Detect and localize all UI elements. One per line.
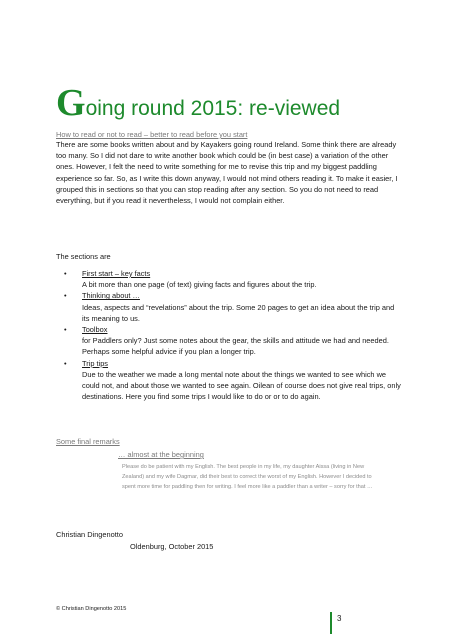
list-item bbox=[56, 290, 401, 324]
note-paragraph: Please do be patient with my English. The best people in my life, my daughter Aissa (living in New Zealand) and my wife Dagmar, did their best to correct the worst of my English. However I decided to spent more time for paddling then for writing. I feel more like a paddler than a writer – sorry for that … bbox=[122, 464, 373, 490]
list-item bbox=[56, 358, 401, 403]
place-date: Oldenburg, October 2015 bbox=[130, 542, 214, 551]
bullet-icon: • bbox=[64, 269, 67, 278]
copyright-footer: © Christian Dingenotto 2015 bbox=[56, 606, 127, 612]
final-remarks-heading: Some final remarks bbox=[56, 437, 120, 446]
intro-paragraph: There are some books written about and by Kayakers going round Ireland. Some think there are already too many. So I did not dare to write another book which could be (in best case) a variation of the other ones. However, I felt the need to write something for me to revise this trip and my biggest paddling experience so far. So, as I write this down anyway, I would not mind others reading it. To make it easier, I grouped this in sections so that you can stop reading after any section. So you do not need to read everything, but if you read it nevertheless, I would not complain either. bbox=[56, 140, 398, 206]
section-subheading: How to read or not to read – better to read before you start bbox=[56, 130, 248, 139]
bullet-icon: • bbox=[64, 358, 67, 368]
section-description: Ideas, aspects and “revelations” about the trip. Some 20 pages to get an idea about the trip and its meaning to us. bbox=[82, 302, 395, 323]
section-title: Trip tips bbox=[82, 358, 109, 368]
section-title: Toolbox bbox=[82, 325, 108, 335]
list-item bbox=[56, 268, 401, 290]
page-number: 3 bbox=[337, 614, 342, 623]
section-description: Due to the weather we made a long mental note about the things we wanted to see which we could not, and about those we wanted to see again. Oilean of course does not give real trips, only destinations. Here you find some trips I would like to do or or to do again. bbox=[82, 369, 401, 402]
bullet-icon: • bbox=[64, 291, 67, 301]
list-item bbox=[56, 324, 401, 358]
title-drop-cap: G bbox=[56, 82, 86, 124]
section-title: Thinking about … bbox=[82, 291, 140, 301]
almost-subheading: … almost at the beginning bbox=[118, 450, 204, 459]
author-name: Christian Dingenotto bbox=[56, 530, 123, 539]
title-text: oing round 2015: re-viewed bbox=[85, 97, 341, 120]
section-title: First start – key facts bbox=[82, 269, 151, 278]
sections-list bbox=[56, 268, 401, 402]
page-number-rule bbox=[330, 612, 332, 634]
bullet-icon: • bbox=[64, 325, 67, 335]
chapter-title bbox=[56, 84, 340, 122]
sections-label: The sections are bbox=[56, 252, 111, 261]
section-description: for Paddlers only? Just some notes about the gear, the skills and attitude we had and needed. Perhaps some helpful advice if you plan a longer trip. bbox=[82, 336, 389, 357]
section-description: A bit more than one page (of text) giving facts and figures about the trip. bbox=[82, 280, 317, 290]
